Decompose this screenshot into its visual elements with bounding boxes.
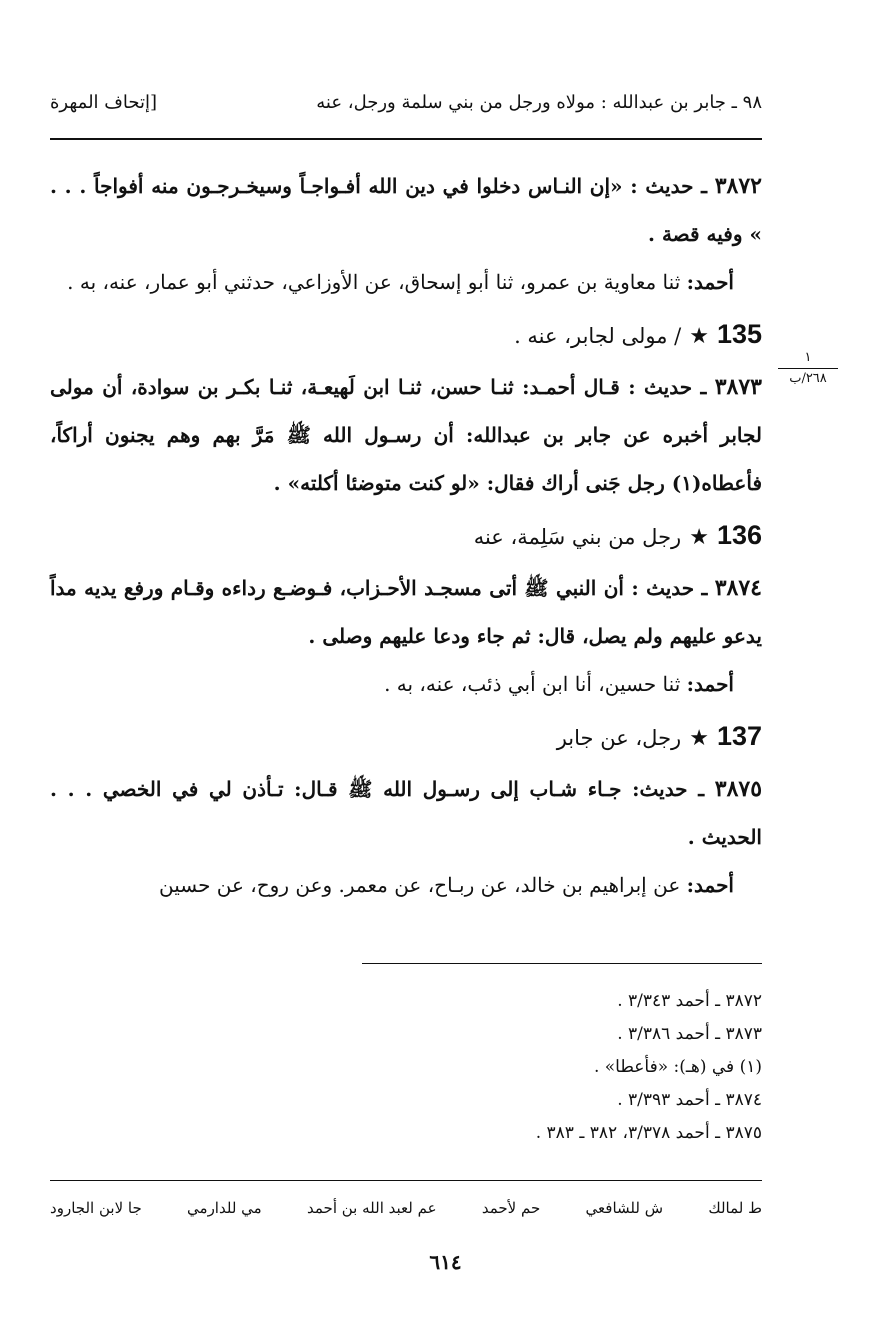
footnote: (١) في (هـ): «فأعطا» . bbox=[593, 1057, 762, 1077]
abbreviation: مي للدارمي bbox=[187, 1199, 262, 1217]
abbreviation: عم لعبد الله بن أحمد bbox=[307, 1199, 437, 1217]
source-3875 bbox=[50, 861, 762, 909]
section-number: 136 bbox=[716, 520, 762, 550]
margin-folio-note bbox=[778, 350, 838, 387]
abbreviation: حم لأحمد bbox=[481, 1199, 541, 1217]
hadith-3875 bbox=[50, 765, 762, 861]
margin-note-bottom: ٢٦٨/ب bbox=[789, 371, 827, 386]
source-text: ثنا معاوية بن عمرو، ثنا أبو إسحاق، عن الأوزاعي، حدثني أبو عمار، عنه، به . bbox=[67, 270, 681, 294]
abbreviations-key bbox=[50, 1196, 762, 1220]
hadith-text: ـ حديث : «إن النـاس دخلوا في دين الله أفـواجـاً وسيخـرجـون منه أفواجاً . . . » وفيه قصة . bbox=[50, 174, 762, 246]
footnote: ٣٨٧٤ ـ أحمد ٣/٣٩٣ . bbox=[617, 1090, 762, 1110]
source-text: ثنا حسين، أنا ابن أبي ذئب، عنه، به . bbox=[384, 672, 681, 696]
section-title: / مولى لجابر، عنه . bbox=[514, 324, 682, 348]
source-3872 bbox=[50, 258, 762, 306]
page-number: ٦١٤ bbox=[429, 1250, 462, 1274]
abbreviations-rule bbox=[50, 1180, 762, 1181]
source-3874 bbox=[50, 660, 762, 708]
hadith-text: ـ حديث : أن النبي ﷺ أتى مسجـد الأحـزاب، فـوضـع رداءه وقـام ورفع يديه مداً يدعو عليهم ولم يصل، قال: ثم جاء ودعا عليهم وصلى . bbox=[50, 576, 762, 648]
section-title: رجل، عن جابر bbox=[556, 726, 682, 750]
section-136 bbox=[50, 513, 762, 560]
hadith-number: ٣٨٧٢ bbox=[714, 173, 762, 199]
margin-note-top: ١ bbox=[804, 350, 812, 365]
main-text bbox=[50, 162, 762, 909]
source-label: أحمد: bbox=[686, 873, 734, 897]
hadith-number: ٣٨٧٣ bbox=[714, 374, 762, 400]
star-icon: ★ bbox=[689, 525, 709, 550]
section-number: 137 bbox=[716, 721, 762, 751]
footnotes bbox=[360, 985, 762, 1150]
footnote: ٣٨٧٣ ـ أحمد ٣/٣٨٦ . bbox=[617, 1024, 762, 1044]
hadith-3874 bbox=[50, 564, 762, 660]
footnote: ٣٨٧٢ ـ أحمد ٣/٣٤٣ . bbox=[617, 991, 762, 1011]
book-title: [إتحاف المهرة bbox=[50, 92, 158, 113]
abbreviation: جا لابن الجارود bbox=[50, 1199, 142, 1217]
source-label: أحمد: bbox=[686, 270, 734, 294]
hadith-number: ٣٨٧٤ bbox=[714, 575, 762, 601]
section-title: رجل من بني سَلِمة، عنه bbox=[473, 525, 682, 549]
section-137 bbox=[50, 714, 762, 761]
hadith-number: ٣٨٧٥ bbox=[714, 776, 763, 802]
source-text: عن إبراهيم بن خالد، عن ربـاح، عن معمر. وعن روح، عن حسين bbox=[158, 873, 681, 897]
source-label: أحمد: bbox=[686, 672, 734, 696]
abbreviation: ط لمالك bbox=[708, 1199, 762, 1217]
section-number: 135 bbox=[716, 319, 762, 349]
abbreviation: ش للشافعي bbox=[585, 1199, 664, 1217]
header-rule bbox=[50, 138, 762, 140]
hadith-3872 bbox=[50, 162, 762, 258]
footnote-rule bbox=[362, 963, 762, 964]
section-135 bbox=[50, 312, 762, 359]
footnote: ٣٨٧٥ ـ أحمد ٣/٣٧٨، ٣٨٢ ـ ٣٨٣ . bbox=[535, 1123, 762, 1143]
star-icon: ★ bbox=[689, 726, 709, 751]
hadith-text: ـ حديث : قـال أحمـد: ثنـا حسن، ثنـا ابن لَهيعـة، ثنـا بكـر بن سوادة، أن مولى لجابر أخبره عن جابر بن عبدالله: أن رسـول الله ﷺ مَرَّ بهم وهم يجنون أراكاً، فأعطاه(١) رجل جَنى أراك فقال: «لو كنت متوضئا أكلته» . bbox=[50, 375, 762, 495]
hadith-text: ـ حديث: جـاء شـاب إلى رسـول الله ﷺ قـال: تـأذن لي في الخصي . . . الحديث . bbox=[50, 777, 762, 849]
hadith-3873 bbox=[50, 363, 762, 507]
margin-note-line bbox=[778, 368, 838, 369]
star-icon: ★ bbox=[689, 324, 709, 349]
running-header bbox=[50, 92, 762, 126]
chapter-title: ٩٨ ـ جابر بن عبدالله : مولاه ورجل من بني سلمة ورجل، عنه bbox=[316, 92, 762, 113]
